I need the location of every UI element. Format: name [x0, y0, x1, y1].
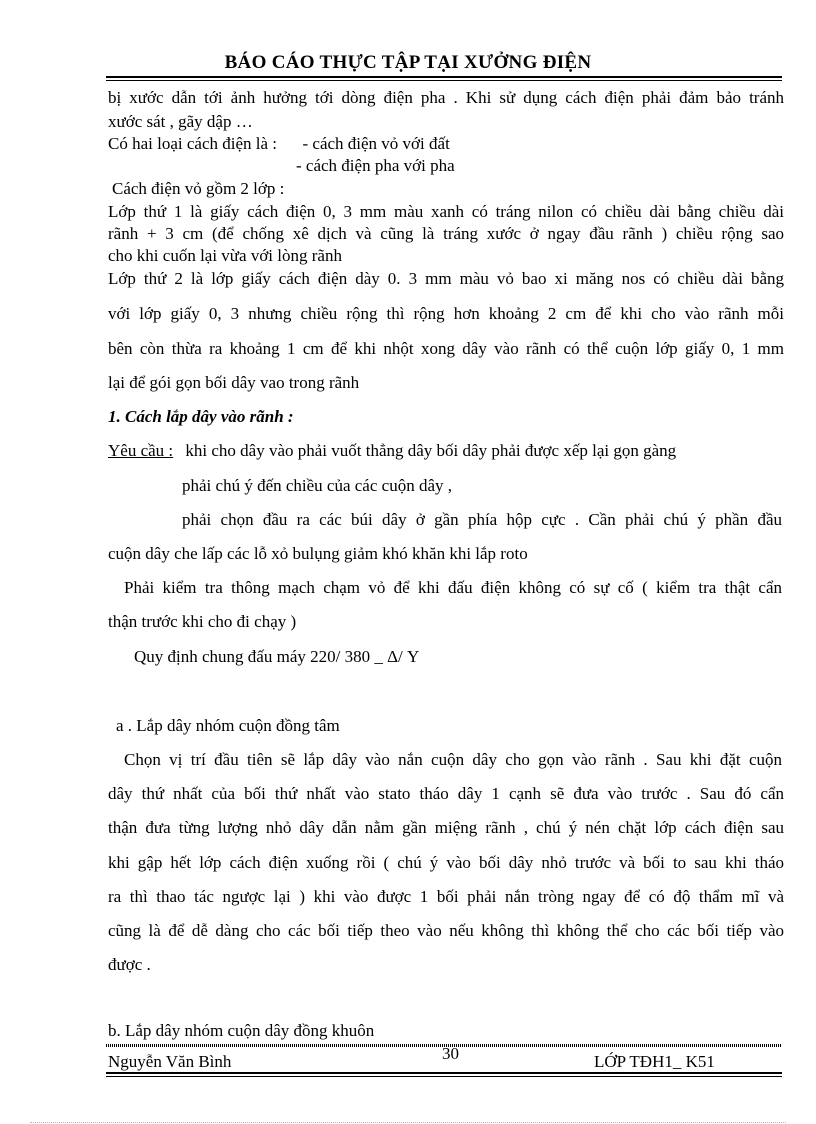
section-heading: 1. Cách lắp dây vào rãnh : [108, 407, 294, 426]
paragraph-line: - cách điện pha với pha [296, 156, 455, 175]
paragraph-line: với lớp giấy 0, 3 nhưng chiều rộng thì rộng hơn khoảng 2 cm để khi cho vào rãnh mỗi [108, 304, 784, 323]
paragraph-line: Có hai loại cách điện là : - cách điện vỏ với đất [108, 134, 450, 153]
requirement-label: Yêu cầu : [108, 441, 174, 460]
paragraph-line: rãnh + 3 cm (để chống xê dịch và cũng là tráng xước ở ngay đầu rãnh ) chiều rộng sao [108, 224, 784, 243]
paragraph-line: xước sát , gãy dập … [108, 112, 253, 131]
paragraph-line: Lớp thứ 2 là lớp giấy cách điện dày 0. 3 mm màu vỏ bao xi măng nos có chiều dài bằng [108, 269, 784, 288]
page-header-title: BÁO CÁO THỰC TẬP TẠI XƯỞNG ĐIỆN [224, 52, 592, 73]
paragraph-line: phải chọn đầu ra các búi dây ở gần phía hộp cực . Cần phải chú ý phần đầu [182, 510, 782, 529]
header-rule [106, 76, 782, 81]
paragraph-line: thận trước khi cho đi chạy ) [108, 612, 297, 631]
paragraph-line: được . [108, 955, 151, 974]
paragraph-line: khi gập hết lớp cách điện xuống rồi ( chú ý vào bối dây nhỏ trước và bối to sau khi tháo [108, 853, 784, 872]
paragraph-line: Cách điện vỏ gồm 2 lớp : [112, 179, 285, 198]
paragraph-line: bên còn thừa ra khoảng 1 cm để khi nhột xong dây vào rãnh có thể cuộn lớp giấy 0, 1 mm [108, 339, 784, 358]
paragraph-line: phải chú ý đến chiều của các cuộn dây , [182, 476, 452, 495]
paragraph-line: thận đưa từng lượng nhỏ dây dẫn nằm gần miệng rãnh , chú ý nén chặt lớp cách điện sau [108, 818, 784, 837]
footer-class: LỚP TĐH1_ K51 [594, 1052, 715, 1071]
page-number: 30 [442, 1044, 459, 1063]
paragraph-line: Lớp thứ 1 là giấy cách điện 0, 3 mm màu xanh có tráng nilon có chiều dài bằng chiều dài [108, 202, 784, 221]
subsection-heading-b: b. Lắp dây nhóm cuộn dây đồng khuôn [108, 1021, 375, 1040]
requirement-text: khi cho dây vào phải vuốt thẳng dây bối dây phải được xếp lại gọn gàng [185, 441, 677, 460]
paragraph-line: bị xước dẫn tới ảnh hưởng tới dòng điện pha . Khi sử dụng cách điện phải đảm bảo tránh [108, 88, 784, 107]
footer-author: Nguyễn Văn Bình [108, 1052, 232, 1071]
paragraph-line: Chọn vị trí đầu tiên sẽ lắp dây vào nắn cuộn dây cho gọn vào rãnh . Sau khi đặt cuộn [124, 750, 782, 769]
paragraph-line: cũng là để dễ dàng cho các bối tiếp theo vào nếu không thì không thể cho các bối tiếp vào [108, 921, 784, 940]
requirement-line [108, 440, 676, 462]
paragraph-line: Phải kiểm tra thông mạch chạm vỏ để khi đấu điện không có sự cố ( kiểm tra thật cẩn [124, 578, 782, 597]
paragraph-line: cuộn dây che lấp các lỗ xỏ bulụng giảm khó khăn khi lắp roto [108, 544, 528, 563]
paragraph-line: dây thứ nhất của bối thứ nhất vào stato tháo dây 1 cạnh sẽ đưa vào trước . Sau đó cẩn [108, 784, 784, 803]
footer-bottom-rule [106, 1072, 782, 1077]
subsection-heading-a: a . Lắp dây nhóm cuộn đồng tâm [116, 716, 340, 735]
paragraph-line: Quy định chung đấu máy 220/ 380 _ Δ/ Y [134, 647, 420, 666]
paragraph-line: ra thì thao tác ngược lại ) khi vào được 1 bối phải nắn tròng ngay để có độ thẩm mĩ và [108, 887, 784, 906]
paragraph-line: cho khi cuốn lại vừa với lòng rãnh [108, 246, 342, 265]
paragraph-line: lại để gói gọn bối dây vao trong rãnh [108, 373, 360, 392]
